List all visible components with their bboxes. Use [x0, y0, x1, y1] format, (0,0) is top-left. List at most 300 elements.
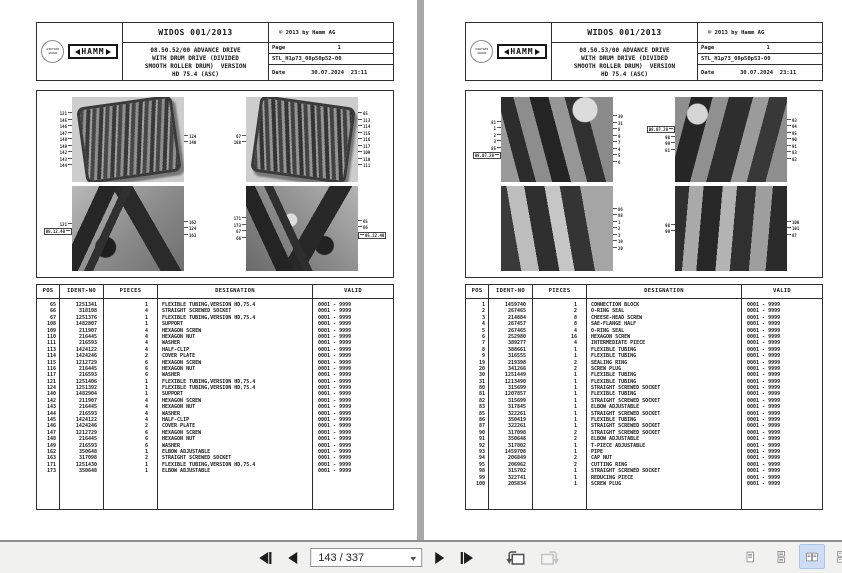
table-cell: 216445: [78, 436, 97, 443]
page-dropdown-caret-icon[interactable]: [410, 557, 416, 561]
table-cell: 267465: [507, 308, 526, 315]
callout-column: [184, 97, 211, 182]
callout-column: [613, 186, 640, 271]
table-cell: 0001 - 9999: [747, 346, 781, 353]
figure-callout-label: 9: [613, 134, 620, 139]
table-cell: 82: [478, 397, 485, 404]
table-cell: 140: [46, 391, 56, 398]
figure-callout-label: 6: [613, 160, 620, 165]
table-cell: 0001 - 9999: [747, 397, 781, 404]
table-cell: 110: [46, 333, 56, 340]
figure-callout-label: 3: [494, 139, 501, 144]
figure-top-left: [474, 97, 640, 182]
first-page-icon: [258, 552, 273, 564]
table-cell: FLEXIBLE TUBING: [591, 372, 637, 379]
figure-callout-label: 99: [665, 229, 675, 234]
page-navigation: [255, 542, 562, 573]
table-cell: 267465: [507, 327, 526, 334]
table-cell: 0001 - 9999: [747, 314, 781, 321]
table-column-designation: [158, 299, 312, 475]
figure-callout-label: 66: [236, 236, 246, 241]
table-cell: 6: [144, 429, 148, 436]
table-cell: 1251406: [75, 378, 97, 385]
table-cell: 1: [573, 468, 577, 475]
table-cell: 214884: [507, 314, 526, 321]
table-cell: 1251341: [75, 302, 97, 308]
table-cell: 2: [573, 429, 577, 436]
table-cell: 19: [478, 359, 485, 366]
table-cell: 1424122: [75, 346, 97, 353]
table-cell: 317845: [507, 404, 526, 411]
table-cell: HEXAGON SCREW: [162, 397, 202, 404]
parts-photo: [246, 186, 358, 271]
hamm-logo-text: HAMM: [510, 47, 534, 56]
table-cell: FLEXIBLE TUBING: [591, 417, 637, 424]
wirtgen-logo-text: GROUP: [48, 50, 58, 55]
column-header-pos: POS: [466, 285, 488, 299]
table-cell: SCREW PLUG: [591, 480, 622, 487]
table-cell: 0001 - 9999: [747, 365, 781, 372]
figure-callout-label: 173: [234, 223, 246, 228]
table-cell: 99: [478, 474, 485, 481]
table-cell: 350648: [507, 436, 526, 443]
table-cell: 0001 - 9999: [747, 327, 781, 334]
table-cell: 318108: [78, 308, 97, 315]
table-cell: FLEXIBLE TUBING,VERSION HD,75.4: [162, 314, 256, 321]
table-cell: 1: [573, 448, 577, 455]
table-cell: 1207857: [504, 391, 526, 398]
figure-callout-label: 65: [358, 111, 368, 116]
figure-callout-label: 66: [358, 225, 368, 230]
table-cell: 322741: [507, 474, 526, 481]
table-cell: 91: [478, 436, 485, 443]
table-cell: 1212729: [75, 429, 97, 436]
figure-callout-label: 124: [184, 226, 196, 231]
date-value: 30.07.2024 23:11: [739, 69, 797, 76]
table-cell: 6: [144, 359, 148, 366]
figure-callout-label: 05.12.40: [358, 232, 386, 239]
table-cell: 1: [144, 378, 148, 385]
table-cell: STRAIGHT SCREWED SOCKET: [591, 410, 661, 417]
callout-column: [474, 97, 501, 182]
table-cell: 0001 - 9999: [747, 442, 781, 449]
status-toolbar: [0, 540, 842, 573]
last-page-button[interactable]: [456, 550, 477, 566]
table-cell: 116: [46, 365, 56, 372]
table-cell: 5: [481, 327, 485, 334]
figure-callout-label: 98: [665, 135, 675, 140]
table-cell: 350648: [78, 468, 97, 475]
callout-column: [45, 97, 72, 182]
table-cell: 6: [144, 436, 148, 443]
table-cell: 0001 - 9999: [318, 404, 352, 411]
table-cell: 1: [573, 391, 577, 398]
table-cell: 0001 - 9999: [747, 333, 781, 340]
table-cell: 0001 - 9999: [318, 448, 352, 455]
table-cell: 0001 - 9999: [318, 429, 352, 436]
table-cell: 1424246: [75, 353, 97, 360]
column-header-pieces: PIECES: [533, 285, 586, 299]
continuous-layout-button[interactable]: [768, 544, 794, 569]
table-cell: HEXAGON SCREW: [591, 333, 631, 340]
figure-callout-label: 98: [665, 223, 675, 228]
hamm-logo: [68, 44, 117, 59]
table-cell: HEXAGON SCREW: [162, 327, 202, 334]
table-cell: 4: [144, 308, 148, 315]
table-cell: 100: [475, 480, 485, 487]
figure-callout-label: 08.07.20: [647, 126, 675, 133]
table-cell: 2: [573, 455, 577, 462]
table-cell: 109: [46, 327, 56, 334]
figure-callout-label: 101: [787, 226, 799, 231]
table-cell: 121: [46, 378, 56, 385]
table-cell: 16: [570, 333, 577, 340]
page-number-value: 1: [337, 45, 341, 51]
previous-view-button[interactable]: [503, 548, 528, 567]
table-cell: 66: [49, 308, 56, 315]
document-code: STL_H1p73_08p50p53-00: [698, 54, 822, 65]
table-cell: 216445: [78, 333, 97, 340]
table-cell: 1213490: [504, 378, 526, 385]
table-cell: 30: [478, 372, 485, 379]
figure-callout-label: 08.07.20: [473, 152, 501, 159]
title-line: HD 75.4 (ASC): [601, 71, 648, 78]
table-cell: FLEXIBLE TUBING: [591, 391, 637, 398]
first-page-button[interactable]: [255, 550, 276, 566]
document-page-right: [462, 0, 826, 540]
table-cell: 0001 - 9999: [318, 346, 352, 353]
column-header-ident-no: IDENT-NO: [60, 285, 103, 299]
table-column-pos: [37, 299, 59, 475]
table-cell: 4: [144, 327, 148, 334]
table-cell: 205834: [507, 480, 526, 487]
table-cell: 0001 - 9999: [318, 385, 352, 392]
figure-callout-label: 3: [613, 233, 620, 238]
wirtgen-logo-text: GROUP: [477, 50, 487, 55]
table-cell: COVER PLATE: [162, 353, 196, 360]
table-cell: 1: [573, 378, 577, 385]
table-cell: 1482807: [75, 321, 97, 328]
table-cell: 142: [46, 397, 56, 404]
table-cell: FLEXIBLE TUBING,VERSION HD,75.4: [162, 461, 256, 468]
figure-callout-label: 117: [358, 144, 370, 149]
figure-callout-label: 95: [787, 131, 797, 136]
table-cell: 206962: [507, 461, 526, 468]
figure-callout-label: 81: [491, 120, 501, 125]
page-indicator: 143 / 337: [318, 551, 365, 564]
table-cell: SUPPORT: [162, 391, 184, 398]
table-cell: HEXAGON SCREW: [162, 429, 202, 436]
figure-callout-label: 140: [184, 140, 196, 145]
figure-callout-label: 121: [60, 111, 72, 116]
table-cell: 0001 - 9999: [318, 321, 352, 328]
figure-callout-label: 8: [613, 127, 620, 132]
table-cell: 1: [144, 302, 148, 308]
table-cell: 2: [573, 436, 577, 443]
page-number-input[interactable]: [310, 548, 422, 567]
figure-callout-label: 116: [358, 137, 370, 142]
figure-callout-label: 88: [613, 213, 623, 218]
table-cell: 317802: [507, 442, 526, 449]
table-cell: 216593: [78, 372, 97, 379]
table-cell: 0001 - 9999: [747, 404, 781, 411]
table-cell: 149: [46, 442, 56, 449]
table-cell: 94: [478, 455, 485, 462]
table-cell: FLEXIBLE TUBING,VERSION HD,75.4: [162, 385, 256, 392]
page-divider: [417, 0, 424, 540]
figure-callout-label: 85: [491, 146, 501, 151]
table-cell: 0001 - 9999: [318, 417, 352, 424]
table-cell: STRAIGHT SCREWED SOCKET: [591, 397, 661, 404]
table-cell: HALF-CLIP: [162, 346, 190, 353]
callout-column: [787, 186, 814, 271]
table-cell: 85: [478, 410, 485, 417]
table-cell: 2: [573, 308, 577, 315]
figure-callout-label: 142: [60, 150, 72, 155]
parts-table: [465, 284, 823, 510]
table-cell: REDUCING PIECE: [591, 474, 634, 481]
table-cell: 211907: [78, 327, 97, 334]
table-cell: 4: [144, 417, 148, 424]
last-page-icon: [459, 552, 474, 564]
figure-callout-label: 100: [787, 220, 799, 225]
table-cell: 267457: [507, 321, 526, 328]
table-cell: SUPPORT: [162, 321, 184, 328]
table-cell: 0001 - 9999: [747, 378, 781, 385]
table-cell: STRAIGHT SCREWED SOCKET: [591, 468, 661, 475]
table-cell: 92: [478, 442, 485, 449]
date-label: Date: [272, 69, 286, 76]
table-column-valid: [742, 299, 822, 487]
table-cell: 1251376: [75, 314, 97, 321]
hamm-wing-icon: [75, 49, 80, 55]
table-cell: 0001 - 9999: [318, 423, 352, 430]
parts-figure-panel: [36, 90, 394, 278]
table-cell: 315702: [507, 468, 526, 475]
table-cell: HEXAGON NUT: [162, 436, 196, 443]
column-header-valid: VALID: [313, 285, 393, 299]
next-page-icon: [434, 552, 444, 564]
table-cell: 1: [573, 442, 577, 449]
parts-photo: [72, 186, 184, 271]
table-cell: 0001 - 9999: [318, 410, 352, 417]
table-cell: 115: [46, 359, 56, 366]
table-cell: 117: [46, 372, 56, 379]
table-cell: FLEXIBLE TUBING,VERSION HD,75.4: [162, 302, 256, 308]
table-cell: 1: [573, 353, 577, 360]
table-cell: 0001 - 9999: [747, 448, 781, 455]
table-cell: T-PIECE ADJUSTABLE: [591, 442, 646, 449]
table-cell: 0001 - 9999: [747, 468, 781, 475]
figure-callout-label: 94: [787, 124, 797, 129]
table-cell: 163: [46, 455, 56, 462]
table-cell: 143: [46, 404, 56, 411]
table-cell: 1: [481, 302, 485, 308]
table-cell: CUTTING RING: [591, 461, 628, 468]
table-cell: 322261: [507, 410, 526, 417]
table-cell: INTERMEDIATE PIECE: [591, 340, 646, 347]
wirtgen-logo-text: WIRTGEN: [475, 47, 489, 51]
parts-photo: [675, 97, 787, 182]
logo-cell: [466, 23, 551, 80]
title-line: WITH DRUM DRIVE (DIVIDED: [152, 55, 239, 62]
table-cell: 0001 - 9999: [747, 340, 781, 347]
table-cell: 6: [481, 333, 485, 340]
page-info-row: [269, 43, 393, 54]
date-row: [269, 65, 393, 80]
date-value: 30.07.2024 23:11: [310, 69, 368, 76]
figure-callout-label: 146: [60, 124, 72, 129]
figure-callout-label: 1: [613, 220, 620, 225]
publication-title: WIDOS 001/2013: [122, 23, 268, 43]
figure-callout-label: 144: [60, 163, 72, 168]
previous-page-button[interactable]: [285, 550, 301, 566]
doc-header: [36, 22, 394, 81]
table-cell: 83: [478, 404, 485, 411]
table-cell: 4: [144, 333, 148, 340]
table-cell: 0001 - 9999: [318, 359, 352, 366]
table-cell: 2: [144, 353, 148, 360]
table-cell: 0001 - 9999: [747, 372, 781, 379]
table-cell: 111: [46, 340, 56, 347]
table-cell: 389277: [507, 340, 526, 347]
table-cell: ELBOW ADJUSTABLE: [162, 448, 211, 455]
table-cell: STRAIGHT SCREWED SOCKET: [591, 385, 661, 392]
callout-column: [358, 186, 385, 271]
two-page-layout-button[interactable]: [799, 544, 825, 569]
table-cell: 0001 - 9999: [747, 474, 781, 481]
table-cell: 1251430: [75, 461, 97, 468]
single-page-layout-button[interactable]: [737, 544, 763, 569]
table-cell: 0001 - 9999: [318, 302, 352, 308]
table-cell: 4: [144, 404, 148, 411]
table-cell: 144: [46, 410, 56, 417]
hamm-logo-text: HAMM: [81, 47, 105, 56]
table-cell: 1212729: [75, 359, 97, 366]
figure-callout-label: 83: [787, 150, 797, 155]
figure-top-right: [219, 97, 385, 182]
table-cell: 350648: [78, 448, 97, 455]
table-cell: 0001 - 9999: [318, 314, 352, 321]
figure-callout-label: 08.12.40: [44, 228, 72, 235]
hamm-wing-icon: [535, 49, 540, 55]
title-line: WITH DRUM DRIVE (DIVIDED: [581, 55, 668, 62]
table-cell: WASHER: [162, 410, 181, 417]
callout-column: [787, 97, 814, 182]
table-cell: 93: [478, 448, 485, 455]
figure-callout-label: 5: [613, 153, 620, 158]
figure-callout-label: 2: [613, 226, 620, 231]
column-header-designation: DESIGNATION: [587, 285, 741, 299]
two-page-continuous-layout-button[interactable]: [830, 544, 842, 569]
figure-callout-label: 7: [613, 140, 620, 145]
table-cell: 95: [478, 461, 485, 468]
table-cell: 3: [481, 314, 485, 321]
next-page-button[interactable]: [431, 550, 447, 566]
figure-callout-label: 145: [60, 118, 72, 123]
table-cell: 87: [478, 423, 485, 430]
table-cell: 6: [144, 365, 148, 372]
figure-callout-label: 67: [236, 134, 246, 139]
table-cell: 113: [46, 346, 56, 353]
figure-callout-label: 91: [787, 144, 797, 149]
column-header-pos: POS: [37, 285, 59, 299]
callout-column: [219, 186, 246, 271]
table-cell: FLEXIBLE TUBING,VERSION HD,75.4: [162, 378, 256, 385]
title-line: SMOOTH ROLLER DRUM) VERSION: [573, 63, 676, 70]
table-cell: 4: [144, 340, 148, 347]
table-cell: 0001 - 9999: [318, 340, 352, 347]
table-cell: FLEXIBLE TUBING: [591, 346, 637, 353]
table-cell: SEALING RING: [591, 359, 628, 366]
table-cell: 145: [46, 417, 56, 424]
table-cell: 0001 - 9999: [747, 353, 781, 360]
callout-column: [474, 186, 501, 271]
table-cell: 216593: [78, 410, 97, 417]
table-cell: 7: [481, 340, 485, 347]
parts-photo: [501, 97, 613, 182]
figure-callout-label: 87: [787, 233, 797, 238]
table-cell: 0001 - 9999: [318, 391, 352, 398]
table-cell: CHEESE-HEAD SCREW: [591, 314, 643, 321]
figure-callout-label: 67: [236, 229, 246, 234]
table-cell: 1: [144, 385, 148, 392]
title-line: SMOOTH ROLLER DRUM) VERSION: [144, 63, 247, 70]
document-code: STL_H1p73_08p50p52-00: [269, 54, 393, 65]
table-cell: 0001 - 9999: [747, 480, 781, 487]
table-cell: WASHER: [162, 340, 181, 347]
table-cell: 124: [46, 385, 56, 392]
next-view-icon: [540, 550, 559, 565]
table-cell: 216445: [78, 365, 97, 372]
table-cell: COVER PLATE: [162, 423, 196, 430]
title-line: 08.50.53/00 ADVANCE DRIVE: [579, 47, 670, 54]
table-cell: ELBOW ADJUSTABLE: [591, 404, 640, 411]
table-cell: 146: [46, 423, 56, 430]
table-cell: 6: [144, 442, 148, 449]
next-view-button[interactable]: [537, 548, 562, 567]
table-cell: 216445: [78, 404, 97, 411]
table-cell: 1: [573, 474, 577, 481]
table-cell: 0001 - 9999: [747, 429, 781, 436]
table-cell: 8: [481, 346, 485, 353]
wirtgen-logo-text: WIRTGEN: [46, 47, 60, 51]
table-cell: STRAIGHT SCREWED SOCKET: [591, 423, 661, 430]
table-cell: ELBOW ADJUSTABLE: [591, 436, 640, 443]
table-cell: 86: [478, 417, 485, 424]
figure-callout-label: 113: [358, 118, 370, 123]
table-cell: 1459740: [504, 302, 526, 308]
title-line: HD 75.4 (ASC): [172, 71, 219, 78]
hamm-wing-icon: [106, 49, 111, 55]
table-cell: 4: [144, 397, 148, 404]
table-cell: 1482904: [75, 391, 97, 398]
table-cell: 1: [144, 321, 148, 328]
table-cell: 0001 - 9999: [747, 359, 781, 366]
table-cell: CAP NUT: [591, 455, 613, 462]
table-cell: 1: [573, 404, 577, 411]
figure-callout-label: 163: [184, 233, 196, 238]
table-cell: 0001 - 9999: [747, 423, 781, 430]
table-cell: 0001 - 9999: [318, 455, 352, 462]
table-cell: 162: [46, 448, 56, 455]
table-cell: 1: [573, 417, 577, 424]
table-cell: 0001 - 9999: [318, 333, 352, 340]
table-cell: 4: [573, 327, 577, 334]
parts-figure-panel: [465, 90, 823, 278]
table-cell: 0001 - 9999: [747, 321, 781, 328]
table-cell: 114: [46, 353, 56, 360]
